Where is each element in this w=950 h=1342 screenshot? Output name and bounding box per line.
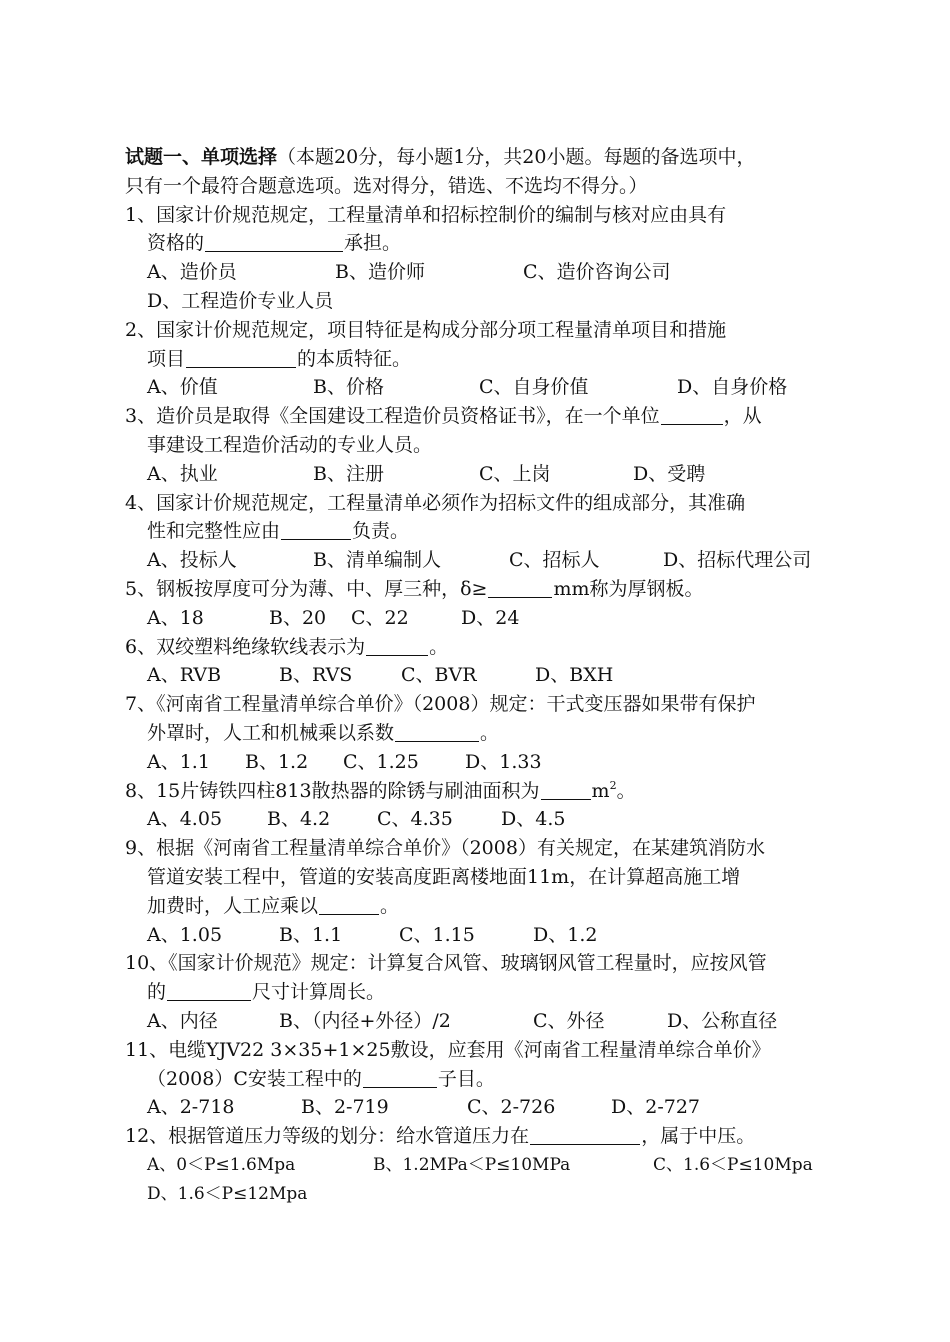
option-a: A、RVB xyxy=(147,664,222,687)
question-8-options xyxy=(125,805,830,834)
option-b: B、1.2MPa＜P≤10MPa xyxy=(373,1154,571,1175)
q2-suffix: 的本质特征。 xyxy=(297,347,412,370)
option-d: D、2-727 xyxy=(611,1096,701,1119)
q2-prefix: 项目 xyxy=(147,347,186,370)
option-a: A、内径 xyxy=(147,1009,218,1032)
option-d: D、BXH xyxy=(535,664,614,687)
exam-content xyxy=(125,143,830,1208)
question-12-options-2 xyxy=(125,1180,830,1209)
answer-blank xyxy=(541,779,591,800)
option-a: A、1.05 xyxy=(147,923,223,946)
option-a: A、价值 xyxy=(147,376,218,399)
question-7-text: 7、《河南省工程量清单综合单价》（2008）规定：干式变压器如果带有保护 xyxy=(125,693,756,716)
question-11-text: 11、电缆YJV22 3×35+1×25敷设，应套用《河南省工程量清单综合单价》 xyxy=(125,1038,771,1061)
q7-suffix: 。 xyxy=(480,721,500,744)
option-c: C、上岗 xyxy=(479,462,551,485)
option-b: B、清单编制人 xyxy=(313,549,441,572)
q9-suffix: 。 xyxy=(380,894,400,917)
question-6-text xyxy=(125,633,830,662)
q12-suffix: ，属于中压。 xyxy=(641,1125,756,1148)
question-9-text-3 xyxy=(125,892,830,921)
option-b: B、20 xyxy=(269,606,327,629)
answer-blank xyxy=(281,519,351,540)
question-10-text: 10、《国家计价规范》规定：计算复合风管、玻璃钢风管工程量时，应按风管 xyxy=(125,952,767,975)
option-b: B、（内径+外径）/2 xyxy=(279,1009,451,1032)
q5-prefix: 5、钢板按厚度可分为薄、中、厚三种，δ≥ xyxy=(125,577,488,600)
answer-blank xyxy=(530,1124,640,1145)
answer-blank xyxy=(167,980,251,1001)
option-d: D、招标代理公司 xyxy=(663,549,812,572)
option-d: D、24 xyxy=(461,606,520,629)
q1-prefix: 资格的 xyxy=(147,232,205,255)
question-2-text-2 xyxy=(125,345,830,374)
question-6-options xyxy=(125,661,830,690)
q8-suffix: 。 xyxy=(616,779,636,802)
question-1-options xyxy=(125,258,830,287)
q3-prefix: 3、造价员是取得《全国建设工程造价员资格证书》，在一个单位 xyxy=(125,405,660,428)
question-7-options xyxy=(125,748,830,777)
question-3-options xyxy=(125,460,830,489)
question-4-options xyxy=(125,546,830,575)
question-8-text xyxy=(125,777,830,806)
option-d: D、1.33 xyxy=(465,750,542,773)
question-1-options-2 xyxy=(125,287,830,316)
question-9-options xyxy=(125,921,830,950)
option-d: D、受聘 xyxy=(633,462,706,485)
option-a: A、造价员 xyxy=(147,261,237,284)
option-c: C、22 xyxy=(351,606,409,629)
q7-prefix: 外罩时，人工和机械乘以系数 xyxy=(147,721,395,744)
question-1-text-2 xyxy=(125,229,830,258)
answer-blank xyxy=(488,577,552,598)
q8-unit-exponent: 2 xyxy=(609,778,617,792)
question-9-text-2: 管道安装工程中，管道的安装高度距离楼地面11m，在计算超高施工增 xyxy=(147,865,741,888)
q6-suffix: 。 xyxy=(429,635,449,658)
question-5-text xyxy=(125,575,830,604)
section-header xyxy=(125,143,830,172)
answer-blank xyxy=(319,894,379,915)
option-c: C、招标人 xyxy=(509,549,600,572)
question-10-options xyxy=(125,1007,830,1036)
question-3-text xyxy=(125,402,830,431)
q10-prefix: 的 xyxy=(147,981,167,1004)
option-d: D、自身价格 xyxy=(677,376,788,399)
question-12-options xyxy=(125,1151,830,1180)
option-c: C、外径 xyxy=(533,1009,605,1032)
question-5-options xyxy=(125,604,830,633)
answer-blank xyxy=(366,635,428,656)
option-b: B、4.2 xyxy=(267,808,331,831)
question-12-text xyxy=(125,1122,830,1151)
question-4-text-2 xyxy=(125,517,830,546)
question-2-text: 2、国家计价规范规定，项目特征是构成分部分项工程量清单项目和措施 xyxy=(125,318,727,341)
q12-prefix: 12、根据管道压力等级的划分：给水管道压力在 xyxy=(125,1125,530,1148)
option-a: A、4.05 xyxy=(147,808,223,831)
option-b: B、RVS xyxy=(279,664,353,687)
q1-suffix: 承担。 xyxy=(344,232,402,255)
option-c: C、1.15 xyxy=(399,923,475,946)
q8-unit: m xyxy=(591,779,610,802)
question-4-text: 4、国家计价规范规定，工程量清单必须作为招标文件的组成部分，其准确 xyxy=(125,491,746,514)
q4-prefix: 性和完整性应由 xyxy=(147,520,281,543)
option-c: C、2-726 xyxy=(467,1096,556,1119)
option-d: D、4.5 xyxy=(501,808,566,831)
q5-suffix: mm称为厚钢板。 xyxy=(553,577,704,600)
option-d: D、1.2 xyxy=(533,923,598,946)
q11-suffix: 子目。 xyxy=(437,1067,495,1090)
question-7-text-2 xyxy=(125,719,830,748)
q6-prefix: 6、双绞塑料绝缘软线表示为 xyxy=(125,635,366,658)
section-desc-line2: 只有一个最符合题意选项。选对得分，错选、不选均不得分。） xyxy=(125,174,648,197)
option-b: B、1.2 xyxy=(245,750,309,773)
option-c: C、1.6＜P≤10Mpa xyxy=(653,1154,813,1175)
option-c: C、自身价值 xyxy=(479,376,589,399)
option-b: B、造价师 xyxy=(335,261,425,284)
q8-prefix: 8、15片铸铁四柱813散热器的除锈与刷油面积为 xyxy=(125,779,540,802)
question-9-text: 9、根据《河南省工程量清单综合单价》（2008）有关规定，在某建筑消防水 xyxy=(125,837,765,860)
answer-blank xyxy=(661,404,723,425)
answer-blank xyxy=(395,721,479,742)
option-a: A、投标人 xyxy=(147,549,237,572)
option-c: C、4.35 xyxy=(377,808,453,831)
option-a: A、执业 xyxy=(147,462,218,485)
option-b: B、1.1 xyxy=(279,923,343,946)
section-desc: （本题20分，每小题1分，共20小题。每题的备选项中， xyxy=(277,146,756,168)
option-c: C、BVR xyxy=(401,664,477,687)
question-11-options xyxy=(125,1093,830,1122)
q9-prefix: 加费时，人工应乘以 xyxy=(147,894,319,917)
option-c: C、1.25 xyxy=(343,750,419,773)
option-a: A、1.1 xyxy=(147,750,210,773)
section-title: 试题一、单项选择 xyxy=(125,146,278,168)
option-a: A、18 xyxy=(147,606,204,629)
q3-suffix: ，从 xyxy=(723,405,762,428)
question-10-text-2 xyxy=(125,978,830,1007)
q4-suffix: 负责。 xyxy=(352,520,410,543)
question-3-text-2: 事建设工程造价活动的专业人员。 xyxy=(147,433,433,456)
option-b: B、2-719 xyxy=(301,1096,389,1119)
option-b: B、价格 xyxy=(313,376,384,399)
question-2-options xyxy=(125,373,830,402)
answer-blank xyxy=(205,231,343,252)
question-11-text-2 xyxy=(125,1065,830,1094)
q11-prefix: （2008）C安装工程中的 xyxy=(147,1067,362,1090)
option-d: D、工程造价专业人员 xyxy=(147,289,334,312)
question-1-text: 1、国家计价规范规定，工程量清单和招标控制价的编制与核对应由具有 xyxy=(125,203,727,226)
q10-suffix: 尺寸计算周长。 xyxy=(252,981,386,1004)
answer-blank xyxy=(186,347,296,368)
option-d: D、公称直径 xyxy=(667,1009,778,1032)
option-c: C、造价咨询公司 xyxy=(523,261,671,284)
option-a: A、2-718 xyxy=(147,1096,235,1119)
answer-blank xyxy=(363,1067,437,1088)
option-a: A、0＜P≤1.6Mpa xyxy=(147,1154,296,1175)
option-d: D、1.6＜P≤12Mpa xyxy=(147,1183,308,1204)
option-b: B、注册 xyxy=(313,462,384,485)
